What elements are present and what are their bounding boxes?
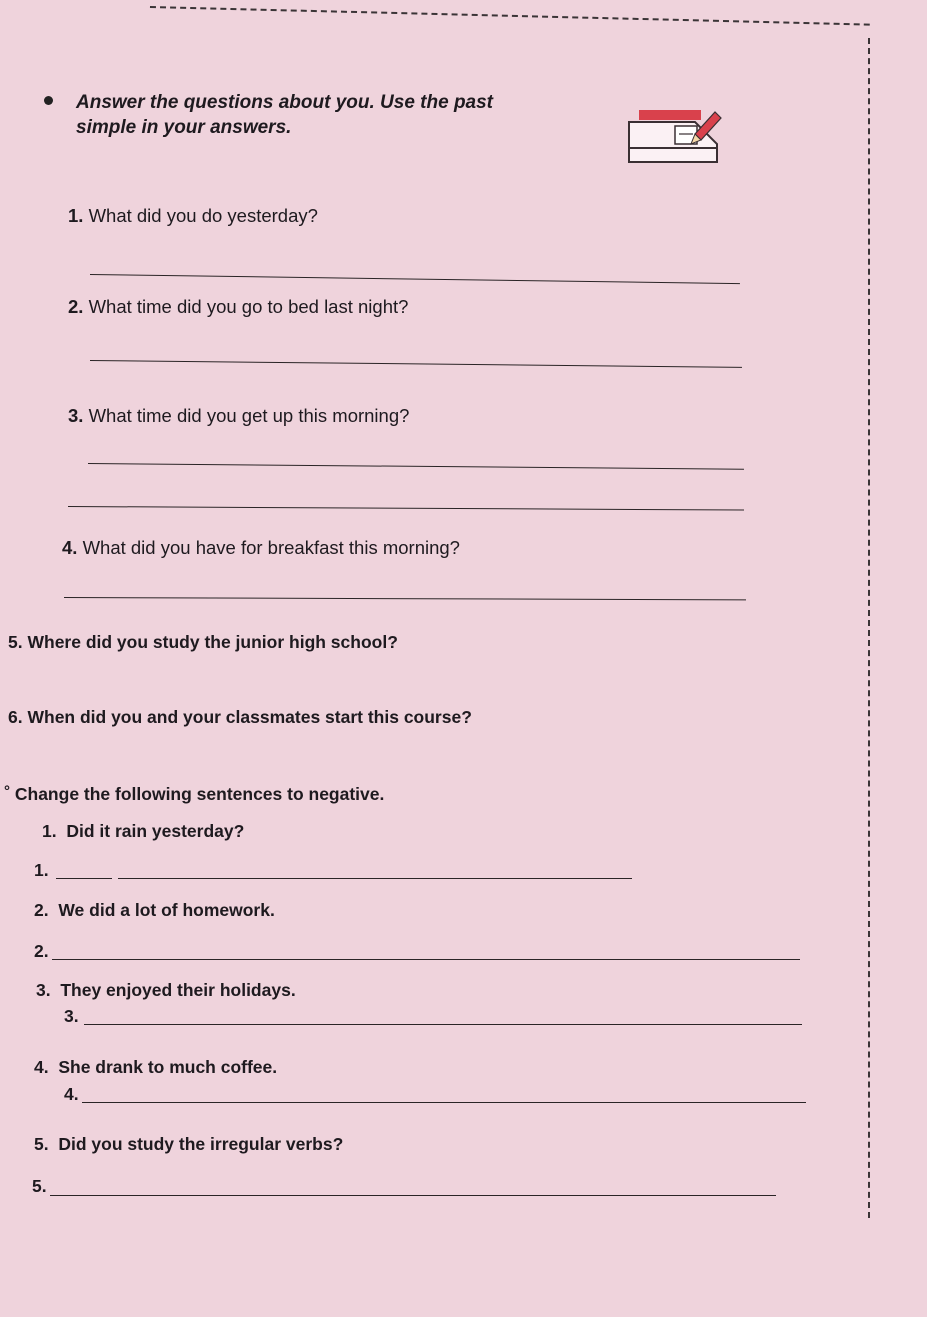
sentence-4-number: 4. xyxy=(34,1057,49,1077)
answer-line-neg-1a[interactable] xyxy=(56,878,112,879)
sentence-1-number: 1. xyxy=(42,821,57,841)
instruction-line-1: Answer the questions about you. Use the past xyxy=(76,92,494,113)
question-3-text: What time did you get up this morning? xyxy=(88,405,410,426)
question-1-text: What did you do yesterday? xyxy=(88,205,318,226)
answer-1-number: 1. xyxy=(34,860,49,880)
instruction-line-2: simple in your answers. xyxy=(76,117,292,138)
question-5 xyxy=(8,632,398,653)
question-6-text: When did you and your classmates start this course? xyxy=(27,707,472,727)
sentence-2 xyxy=(34,900,275,921)
bullet-icon xyxy=(44,96,53,105)
sentence-1 xyxy=(42,821,244,842)
answer-line-2[interactable] xyxy=(90,360,742,368)
question-2-number: 2. xyxy=(68,296,84,317)
answer-line-neg-4[interactable] xyxy=(82,1102,806,1103)
question-4 xyxy=(62,537,460,559)
answer-line-neg-5[interactable] xyxy=(50,1195,776,1196)
answer-line-neg-3[interactable] xyxy=(84,1024,802,1025)
answer-line-3b[interactable] xyxy=(68,506,744,511)
answer-4-number: 4. xyxy=(64,1084,79,1104)
answer-2-number: 2. xyxy=(34,941,49,961)
question-1 xyxy=(68,205,318,227)
question-5-text: Where did you study the junior high school? xyxy=(27,632,398,652)
sentence-2-text: We did a lot of homework. xyxy=(58,900,275,920)
sentence-5-text: Did you study the irregular verbs? xyxy=(58,1134,344,1154)
sentence-3 xyxy=(36,980,296,1001)
question-4-text: What did you have for breakfast this morning? xyxy=(82,537,460,558)
question-2-text: What time did you go to bed last night? xyxy=(88,296,409,317)
section-2-title xyxy=(4,783,384,805)
answer-line-neg-1b[interactable] xyxy=(118,878,632,879)
question-4-number: 4. xyxy=(62,537,78,558)
question-2 xyxy=(68,296,408,318)
question-1-number: 1. xyxy=(68,205,84,226)
question-3 xyxy=(68,405,409,427)
answer-3-number: 3. xyxy=(64,1006,79,1026)
answer-line-neg-2[interactable] xyxy=(52,959,800,960)
section-2-title-text: Change the following sentences to negative. xyxy=(14,784,385,804)
question-6-number: 6. xyxy=(8,707,23,727)
sentence-4 xyxy=(34,1057,277,1078)
sentence-1-text: Did it rain yesterday? xyxy=(66,821,245,841)
answer-line-1[interactable] xyxy=(90,274,740,284)
sentence-2-number: 2. xyxy=(34,900,49,920)
sentence-3-number: 3. xyxy=(36,980,51,1000)
sentence-5-number: 5. xyxy=(34,1134,49,1154)
question-5-number: 5. xyxy=(8,632,23,652)
answer-5-number: 5. xyxy=(32,1176,47,1196)
writing-pencil-icon xyxy=(625,104,725,166)
answer-line-3a[interactable] xyxy=(88,463,744,470)
sentence-4-text: She drank to much coffee. xyxy=(58,1057,278,1077)
answer-line-4[interactable] xyxy=(64,597,746,600)
degree-bullet-icon: ° xyxy=(4,783,10,800)
sentence-5 xyxy=(34,1134,343,1155)
question-6 xyxy=(8,707,472,728)
dashed-border-top xyxy=(149,6,870,60)
question-3-number: 3. xyxy=(68,405,84,426)
sentence-3-text: They enjoyed their holidays. xyxy=(60,980,296,1000)
dashed-border-right xyxy=(868,38,870,1218)
